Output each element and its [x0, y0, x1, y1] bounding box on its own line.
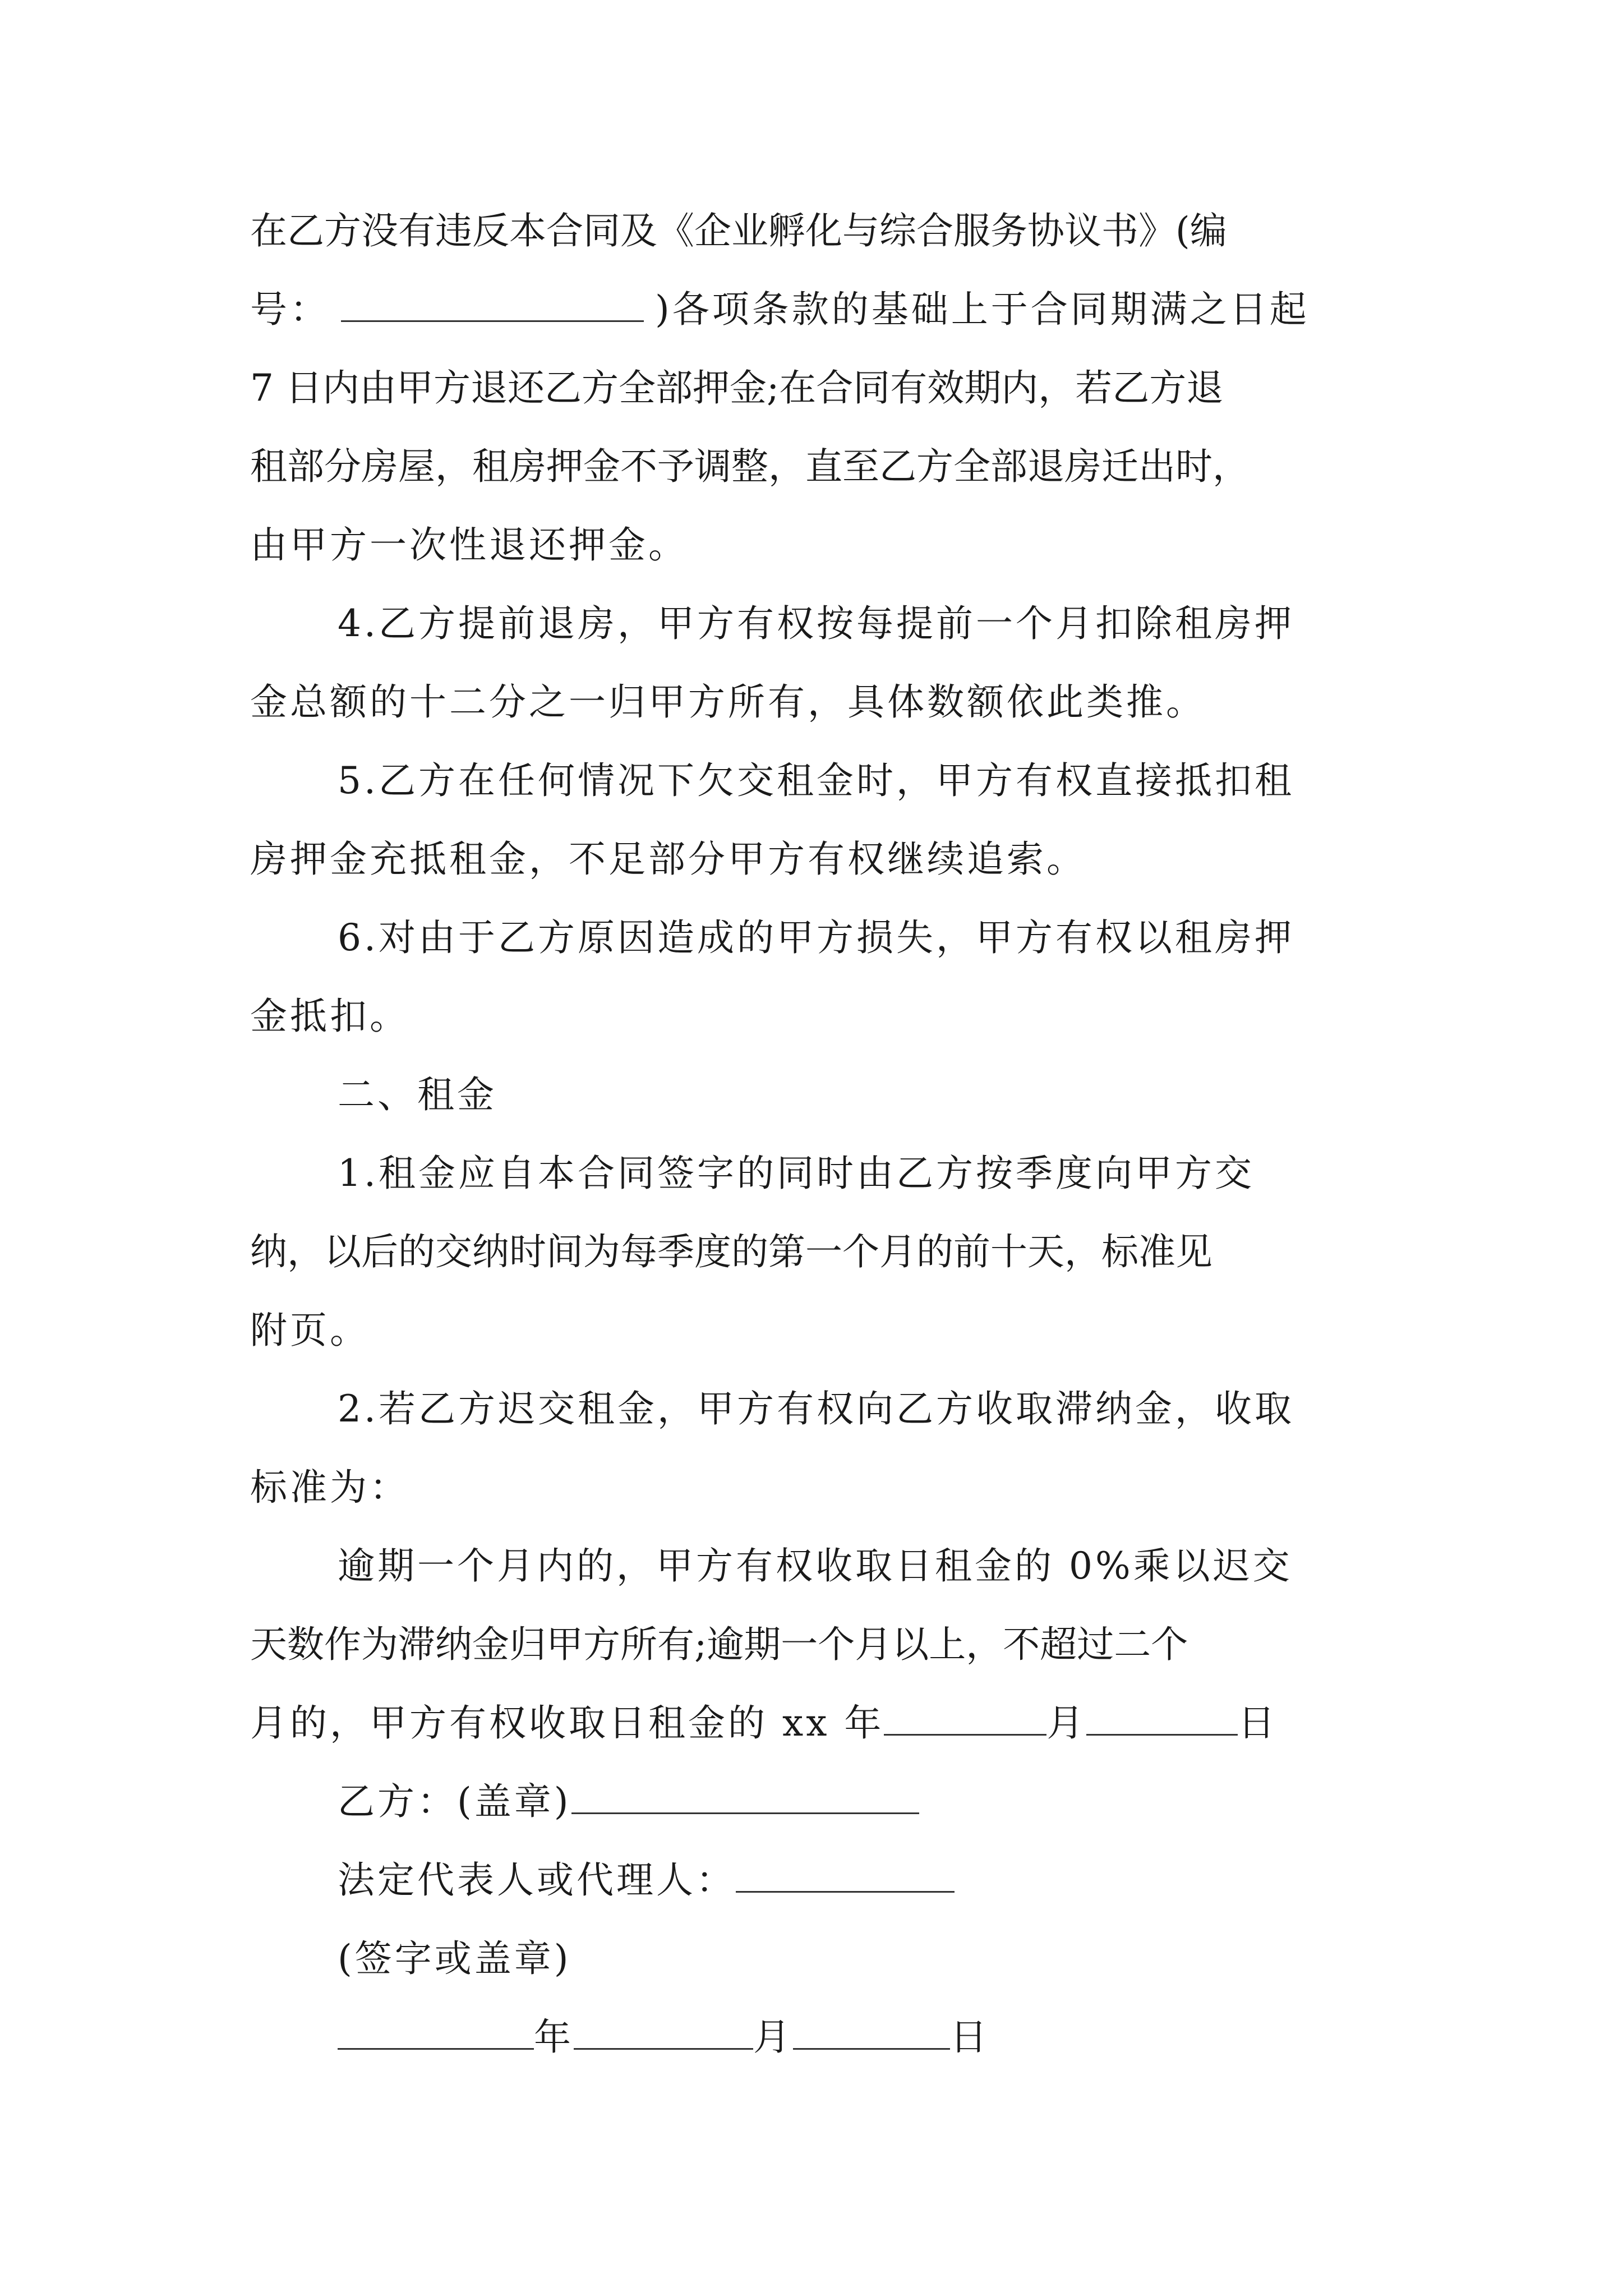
rent2-line-2 — [250, 1454, 1389, 1521]
rent2-line-1 — [338, 1375, 1389, 1443]
item4-line-1 — [338, 590, 1389, 657]
rent2-line-1-text: 2.若乙方迟交租金，甲方有权向乙方收取滞纳金，收取 — [338, 1387, 1294, 1430]
item5-line-2-text: 房押金充抵租金，不足部分甲方有权继续追索。 — [250, 838, 1086, 881]
item4-line-2-text: 金总额的十二分之一归甲方所有，具体数额依此类推。 — [250, 680, 1206, 724]
item5-line-1 — [338, 747, 1389, 815]
signature-year-blank — [338, 2010, 534, 2050]
p1-line-2-prefix: 号： — [250, 288, 330, 331]
p1-line-3 — [250, 355, 1389, 422]
p1-line-4-text: 租部分房屋，租房押金不予调整，直至乙方全部退房迁出时， — [250, 445, 1249, 488]
overdue-line-3-text: 月的，甲方有权收取日租金的 xx 年 — [250, 1701, 884, 1745]
item5-line-1-text: 5.乙方在任何情况下欠交租金时，甲方有权直接抵扣租 — [338, 759, 1294, 802]
sign-note-line — [338, 1925, 1389, 1993]
p1-line-1-text: 在乙方没有违反本合同及《企业孵化与综合服务协议书》(编 — [250, 209, 1227, 252]
party-b-seal-line — [338, 1768, 1389, 1835]
item6-line-2 — [250, 983, 1389, 1050]
overdue-line-3 — [250, 1690, 1389, 1757]
overdue-month-blank — [884, 1696, 1046, 1736]
representative-line — [338, 1847, 1389, 1914]
party-b-seal-label: 乙方：(盖章) — [338, 1780, 571, 1823]
item4-line-1-text: 4.乙方提前退房，甲方有权按每提前一个月扣除租房押 — [338, 602, 1294, 645]
overdue-line-2 — [250, 1611, 1389, 1678]
contract-number-blank — [341, 282, 644, 322]
overdue-day-blank — [1086, 1696, 1238, 1736]
item6-line-2-text: 金抵扣。 — [250, 995, 409, 1038]
signature-year-label: 年 — [534, 2016, 574, 2059]
rent1-line-1 — [338, 1140, 1389, 1207]
rent1-line-1-text: 1.租金应自本合同签字的同时由乙方按季度向甲方交 — [338, 1152, 1255, 1195]
item6-line-1-text: 6.对由于乙方原因造成的甲方损失，甲方有权以租房押 — [338, 916, 1294, 959]
item6-line-1 — [338, 904, 1389, 972]
rent1-line-2 — [250, 1218, 1389, 1286]
overdue-line-2-text: 天数作为滞纳金归甲方所有;逾期一个月以上，不超过二个 — [250, 1623, 1188, 1666]
overdue-line-1 — [338, 1533, 1389, 1600]
item4-line-2 — [250, 669, 1389, 736]
signature-month-blank — [574, 2010, 753, 2050]
party-b-seal-blank — [571, 1774, 919, 1814]
rent1-line-3-text: 附页。 — [250, 1309, 370, 1352]
signature-day-blank — [793, 2010, 950, 2050]
section-heading-rent-text: 二、租金 — [338, 1073, 497, 1116]
signature-month-label: 月 — [753, 2016, 793, 2059]
overdue-month-label: 月 — [1046, 1701, 1087, 1745]
sign-note-text: (签字或盖章) — [338, 1937, 571, 1980]
p1-line-2-suffix: )各项条款的基础上于合同期满之日起 — [655, 288, 1310, 331]
p1-line-5-text: 由甲方一次性退还押金。 — [250, 523, 688, 567]
section-heading-rent — [338, 1061, 1389, 1129]
p1-line-2 — [250, 276, 1389, 343]
p1-line-4 — [250, 433, 1389, 500]
rent1-line-2-text: 纳，以后的交纳时间为每季度的第一个月的前十天，标准见 — [250, 1230, 1212, 1273]
representative-label: 法定代表人或代理人： — [338, 1858, 736, 1902]
item5-line-2 — [250, 826, 1389, 893]
p1-line-3-text: 7 日内由甲方退还乙方全部押金;在合同有效期内，若乙方退 — [250, 366, 1224, 409]
overdue-line-1-text: 逾期一个月内的，甲方有权收取日租金的 0%乘以迟交 — [338, 1544, 1293, 1588]
p1-line-1 — [250, 197, 1389, 265]
p1-line-5 — [250, 512, 1389, 579]
signature-day-label: 日 — [950, 2016, 990, 2059]
representative-blank — [736, 1853, 955, 1893]
signature-date-line — [338, 2004, 1389, 2071]
rent1-line-3 — [250, 1297, 1389, 1364]
rent2-line-2-text: 标准为： — [250, 1466, 409, 1509]
overdue-day-label: 日 — [1238, 1701, 1278, 1745]
